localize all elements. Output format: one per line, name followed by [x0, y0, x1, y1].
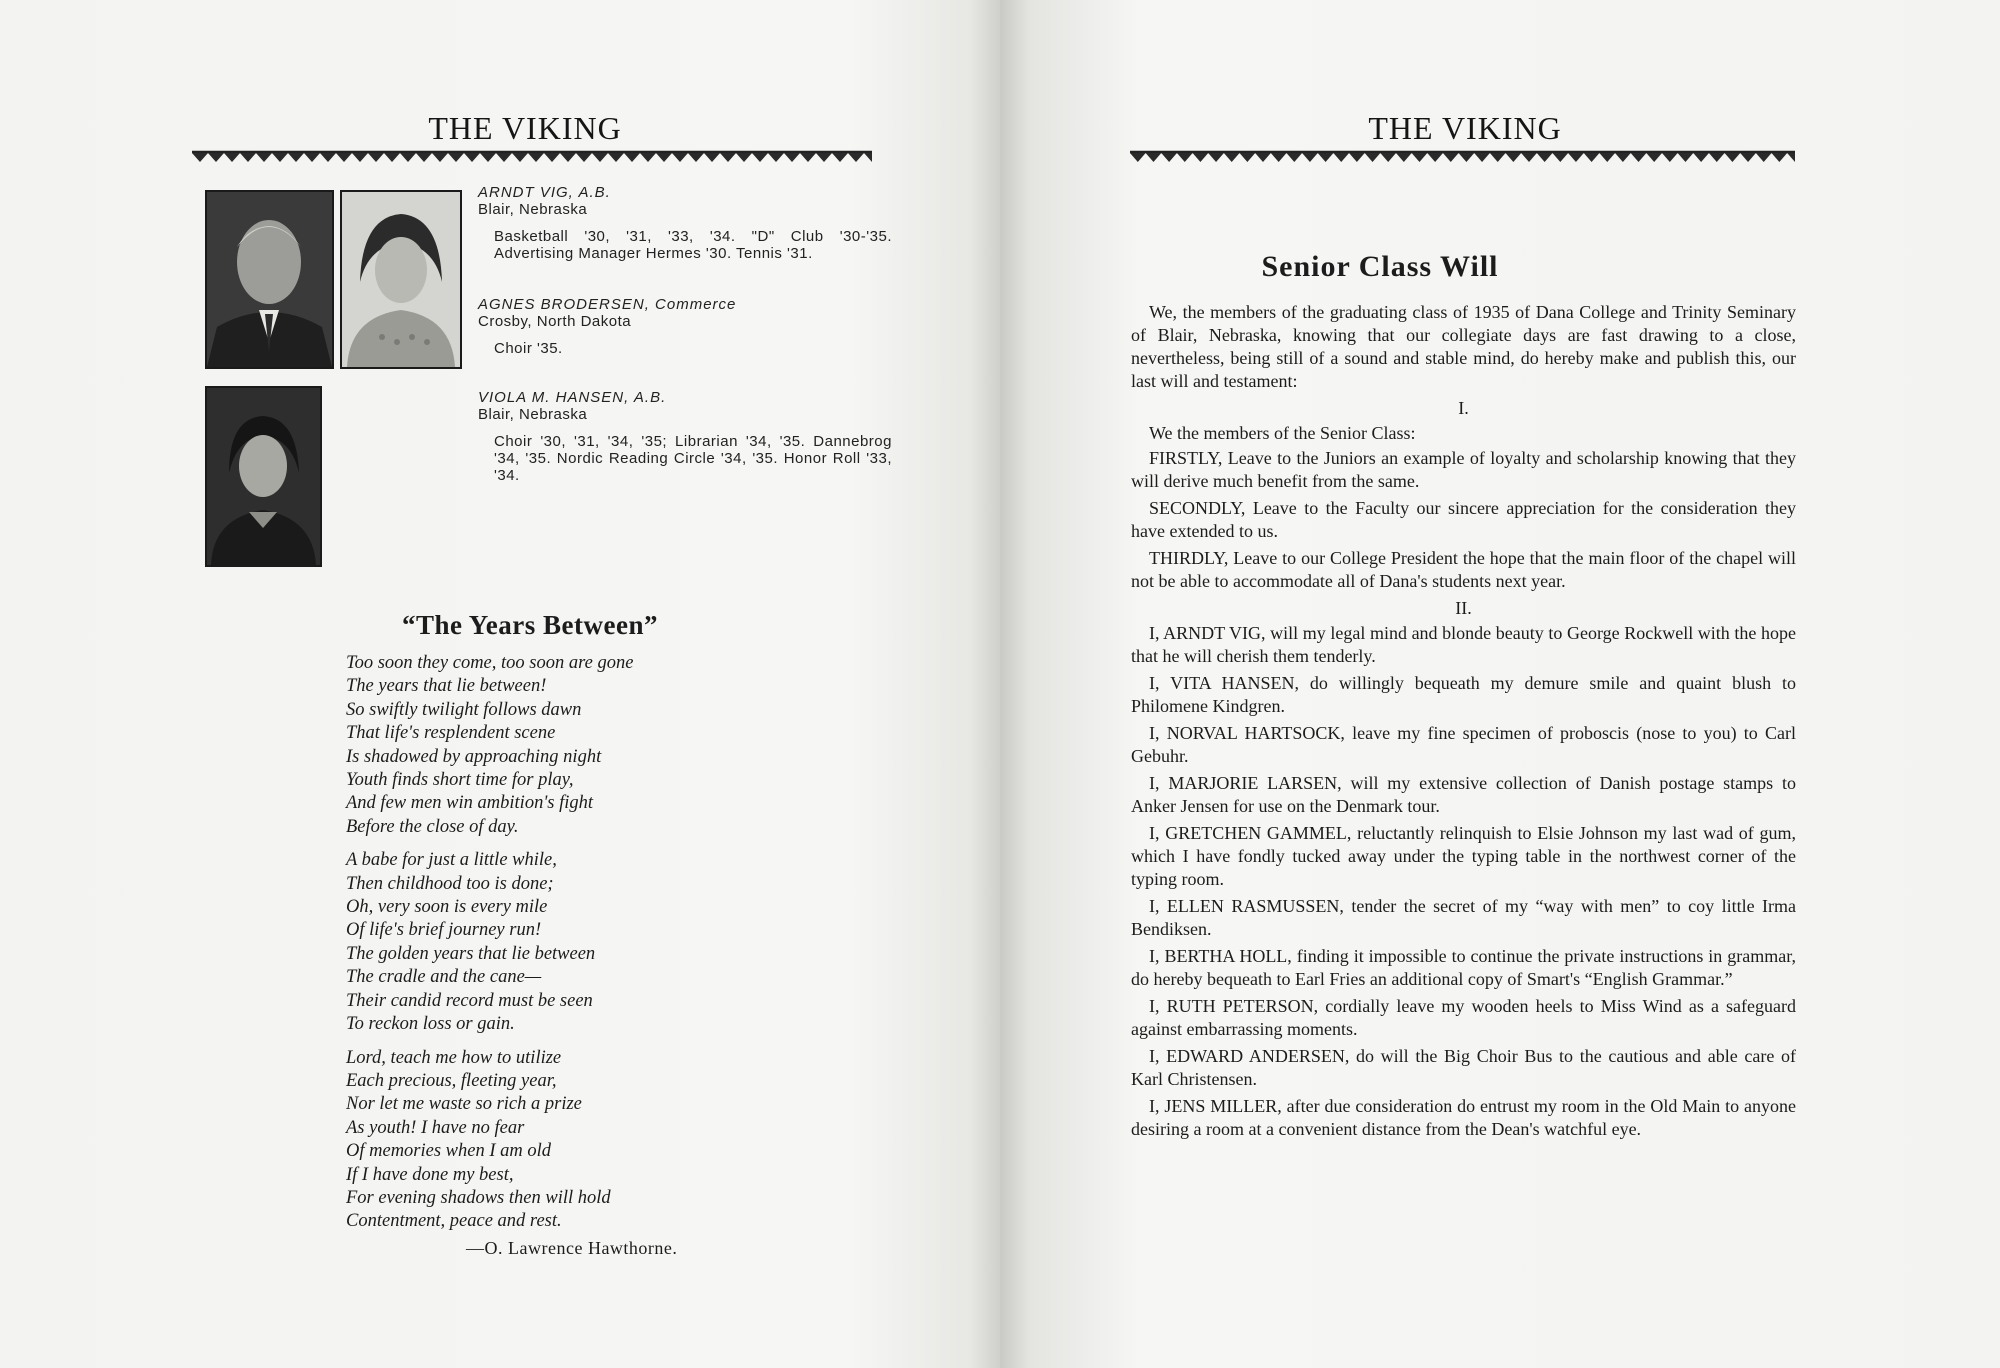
poem-line: For evening shadows then will hold — [346, 1187, 611, 1208]
right-running-head: THE VIKING — [1368, 110, 1562, 146]
poem-line: And few men win ambition's fight — [346, 793, 594, 814]
will-clause: I, ELLEN RASMUSSEN, tender the secret of my “way with men” to coy little Irma Bendiksen. — [1131, 896, 1796, 939]
left-scalloped-rule — [192, 150, 872, 166]
poem-line: Lord, teach me how to utilize — [346, 1047, 562, 1068]
poem-line: That life's resplendent scene — [346, 723, 556, 744]
poem-line: Youth finds short time for play, — [346, 770, 574, 791]
will-clause: I, ARNDT VIG, will my legal mind and blonde beauty to George Rockwell with the hope that he will cherish them tenderly. — [1131, 623, 1796, 666]
poem-line: To reckon loss or gain. — [346, 1014, 515, 1035]
poem-line: Each precious, fleeting year, — [346, 1070, 557, 1091]
senior-hometown: Blair, Nebraska — [478, 406, 588, 423]
poem-line: The golden years that lie between — [346, 943, 596, 964]
poem-line: The years that lie between! — [346, 676, 547, 697]
senior-name: VIOLA M. HANSEN, A.B. — [478, 389, 667, 406]
right-scalloped-rule — [1130, 150, 1795, 166]
portrait-agnes-brodersen — [340, 190, 462, 369]
senior-hometown: Crosby, North Dakota — [478, 313, 632, 330]
poem-line: Of life's brief journey run! — [346, 920, 542, 941]
poem-line: A babe for just a little while, — [346, 850, 557, 871]
senior-hometown: Blair, Nebraska — [478, 201, 588, 218]
will-clause: I, RUTH PETERSON, cordially leave my wooden heels to Miss Wind as a safeguard against embarrassing moments. — [1131, 996, 1796, 1039]
poem-line: Their candid record must be seen — [346, 990, 593, 1011]
poem-body — [346, 652, 726, 1244]
will-title: Senior Class Will — [1261, 250, 1499, 283]
poem-line: Before the close of day. — [346, 816, 519, 837]
poem-line: Is shadowed by approaching night — [346, 746, 602, 767]
poem-stanza — [346, 849, 726, 1036]
will-clause: SECONDLY, Leave to the Faculty our sincere appreciation for the consideration they have extended to us. — [1131, 498, 1796, 541]
bio-viola-hansen — [478, 389, 892, 484]
will-clause: I, EDWARD ANDERSEN, do will the Big Choir Bus to the cautious and able care of Karl Christensen. — [1131, 1046, 1796, 1089]
poem-author: —O. Lawrence Hawthorne. — [466, 1238, 678, 1258]
portrait-viola-hansen — [205, 386, 322, 567]
will-clause: I, GRETCHEN GAMMEL, reluctantly relinquish to Elsie Johnson my last wad of gum, which I have fondly tucked away under the typing table in the northwest corner of the typing room. — [1131, 823, 1796, 889]
section-number: II. — [1455, 598, 1472, 618]
senior-activities: Choir '30, '31, '34, '35; Librarian '34, '35. Dannebrog '34, '35. Nordic Reading Circle '34, '35. Honor Roll '33, '34. — [494, 433, 892, 484]
poem-line: So swiftly twilight follows dawn — [346, 699, 582, 720]
senior-name: ARNDT VIG, A.B. — [478, 184, 611, 201]
poem-line: If I have done my best, — [346, 1164, 514, 1185]
bio-agnes-brodersen — [478, 296, 892, 357]
will-clause: I, NORVAL HARTSOCK, leave my fine specimen of proboscis (nose to you) to Carl Gebuhr. — [1131, 723, 1796, 766]
will-clause: I, JENS MILLER, after due consideration do entrust my room in the Old Main to anyone desiring a room at a convenient distance from the Dean's watchful eye. — [1131, 1096, 1796, 1139]
poem-line: Of memories when I am old — [346, 1141, 552, 1162]
section-lead: We the members of the Senior Class: — [1149, 423, 1416, 443]
portrait-arndt-vig — [205, 190, 334, 369]
bio-arndt-vig — [478, 184, 892, 262]
poem-line: Oh, very soon is every mile — [346, 897, 548, 918]
poem-stanza — [346, 1047, 726, 1234]
section-number: I. — [1458, 398, 1469, 418]
will-clause: I, VITA HANSEN, do willingly bequeath my demure smile and quaint blush to Philomene Kindgren. — [1131, 673, 1796, 716]
poem-line: Nor let me waste so rich a prize — [346, 1094, 582, 1115]
will-intro: We, the members of the graduating class of 1935 of Dana College and Trinity Seminary of Blair, Nebraska, knowing that our collegiate days are fast drawing to a close, nevertheless, being still of a sound and stable mind, do hereby make and publish this, our last will and testament: — [1131, 302, 1796, 391]
poem-line: The cradle and the cane— — [346, 967, 542, 988]
left-running-head: THE VIKING — [428, 110, 622, 146]
senior-activities: Basketball '30, '31, '33, '34. "D" Club '30-'35. Advertising Manager Hermes '30. Tennis '31. — [494, 228, 892, 262]
will-clause: FIRSTLY, Leave to the Juniors an example of loyalty and scholarship knowing that they will derive much benefit from the same. — [1131, 448, 1796, 491]
poem-line: Contentment, peace and rest. — [346, 1211, 562, 1232]
senior-name: AGNES BRODERSEN, Commerce — [478, 296, 737, 313]
poem-line: Then childhood too is done; — [346, 873, 554, 894]
poem-stanza — [346, 652, 726, 839]
will-clause: THIRDLY, Leave to our College President the hope that the main floor of the chapel will not be able to accommodate all of Dana's students next year. — [1131, 548, 1796, 591]
senior-activities: Choir '35. — [494, 340, 563, 357]
will-clause: I, BERTHA HOLL, finding it impossible to continue the private instructions in grammar, do hereby bequeath to Earl Fries an additional copy of Smart's “English Grammar.” — [1131, 946, 1796, 989]
poem-line: Too soon they come, too soon are gone — [346, 653, 634, 673]
will-clause: I, MARJORIE LARSEN, will my extensive collection of Danish postage stamps to Anker Jensen for use on the Denmark tour. — [1131, 773, 1796, 816]
poem-line: As youth! I have no fear — [346, 1117, 525, 1138]
will-body — [1131, 301, 1796, 1145]
poem-title: “The Years Between” — [402, 610, 658, 640]
right-page — [1000, 0, 2000, 1368]
